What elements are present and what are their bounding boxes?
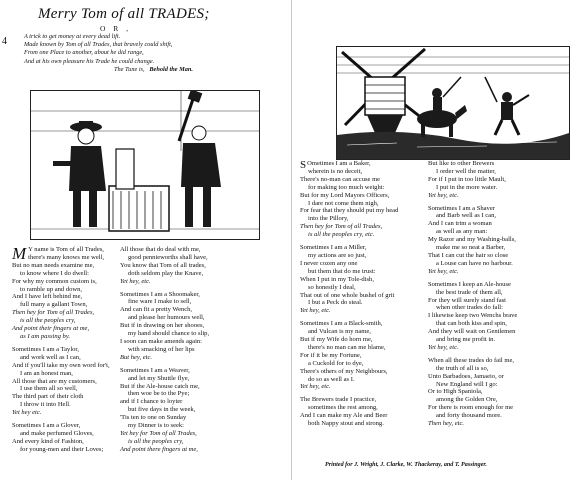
verse-line: That I can cut the hair so close	[428, 251, 509, 259]
verse-line: make me so neat a Barber,	[436, 244, 506, 252]
verse-line: Sometimes I am a Miller,	[300, 244, 367, 252]
verse-line: a Cuckold for to dye,	[308, 359, 364, 367]
verse-line: doth seldom play the Knave,	[128, 269, 204, 277]
woodcut-tradesmen-image	[31, 91, 259, 239]
verse-line: And they will wait on Gentlemen	[428, 328, 516, 336]
verse-line: Yet hey, etc.	[428, 267, 459, 275]
verse-line: I never cozen any one	[300, 259, 358, 267]
verse-line: But like to other Brewers	[428, 160, 495, 167]
verse-line: For if I put in too little Mault,	[428, 175, 506, 183]
verse-line: and Barb well as I can,	[436, 212, 496, 220]
verse-line: And point their fingers at me,	[12, 325, 90, 333]
verse-line: so honestly I deal,	[308, 283, 356, 291]
verse-line: as I am passing by.	[20, 332, 71, 340]
stanza	[12, 246, 124, 341]
verse-line: and forty thousand more.	[436, 412, 502, 420]
verse-line: And I can make my Ale and Beer	[300, 412, 388, 420]
verse-line: But for my Lord Mayors Officers,	[300, 191, 390, 199]
verse-line: a Louse can have no harbour.	[436, 259, 513, 267]
verse-line: Ometimes I am a Baker,	[307, 160, 371, 167]
subtitle-line: A trick to get money at every dead lift.	[24, 33, 121, 40]
verse-line: and please her humours well,	[128, 314, 205, 322]
verse-line: full many a gallant Town,	[20, 301, 88, 309]
verse-line: there's no man can me blame,	[308, 343, 386, 351]
verse-line: For why my common custom is,	[12, 277, 97, 285]
verse-column-3	[300, 160, 428, 433]
printer-imprint: Printed for J. Wright, J. Clarke, W. Thackeray, and T. Passinger.	[325, 462, 487, 468]
verse-line: Yet hey, etc.	[428, 343, 459, 351]
verse-line: All those that do deal with me,	[120, 246, 201, 253]
verse-line: I but a Peck do steal.	[308, 299, 363, 307]
verse-line: And I can trim a woman	[428, 220, 492, 228]
verse-line: into the Pillory,	[308, 215, 349, 223]
verse-line: and bring me profit in.	[436, 336, 496, 344]
stanza	[12, 422, 124, 454]
verse-line: to ramble up and down,	[20, 285, 83, 293]
woodcut-windmill-image	[337, 47, 569, 159]
verse-line: wherein is no deceit,	[308, 167, 363, 175]
verse-line: my actions are so just,	[308, 251, 367, 259]
stanza	[120, 291, 292, 362]
verse-line: I put in the more water.	[436, 183, 498, 191]
verse-line: I am an honest man,	[20, 369, 73, 377]
verse-line: Sometimes I am a Shaver	[428, 204, 495, 212]
verse-line: All those that are my customers,	[12, 377, 97, 385]
woodcut-tradesmen	[30, 90, 260, 240]
verse-line: and if I chance to loyter	[120, 398, 183, 406]
stanza	[428, 281, 574, 352]
verse-line: with smacking of her lips	[128, 345, 195, 353]
verse-line: Sometimes I am a Black-smith,	[300, 320, 383, 328]
verse-line: Or to High Spaniola,	[428, 388, 483, 396]
verse-line: The Brewers trade I practice,	[300, 396, 377, 404]
verse-line: when other trades do fall:	[436, 304, 503, 312]
verse-line: But no man needs examine me,	[12, 261, 95, 269]
verse-line: When I put in my Tole-dish,	[300, 275, 374, 283]
verse-line: Yet hey, etc.	[300, 307, 331, 315]
verse-line: Sometimes I keep an Ale-house	[428, 280, 511, 288]
verse-line: And point there fingers at me,	[120, 445, 198, 453]
verse-line: Y name is Tom of all Trades,	[28, 246, 104, 253]
verse-line: to know where I do dwell:	[20, 269, 89, 277]
stanza	[120, 246, 292, 286]
verse-line: But if in drawing on her shooes,	[120, 322, 205, 330]
verse-line: I use them all so well,	[20, 385, 78, 393]
verse-line: but five days in the week,	[128, 406, 196, 414]
verse-line: But hey, etc.	[120, 353, 152, 361]
title-or: O R ,	[100, 24, 132, 33]
verse-line: There's others of my Neighbours,	[300, 367, 388, 375]
verse-line: my hand should chance to slip,	[128, 330, 210, 338]
verse-line: that can both kiss and spin,	[436, 320, 507, 328]
verse-line: For if it be my Fortune,	[300, 351, 362, 359]
verse-line: both Nappy stout and strong.	[308, 420, 384, 428]
verse-line: I dare not come them nigh,	[308, 199, 379, 207]
verse-line: for young-men and their Loves;	[20, 445, 104, 453]
tune-prefix: The Tune is,	[114, 65, 145, 73]
verse-line: I likewise keep two Wenchs brave	[428, 312, 518, 320]
stanza	[300, 160, 428, 239]
drop-cap-s: S	[300, 159, 307, 171]
verse-line: for making too much weight:	[308, 183, 385, 191]
verse-line: as well as any man:	[436, 228, 488, 236]
verse-line: Sometimes I am a Taylor,	[12, 345, 79, 353]
verse-line: And every kind of Fashion,	[12, 437, 84, 445]
stanza	[428, 357, 574, 428]
verse-line: I throw it into Hell.	[20, 401, 71, 409]
verse-line: I order well the matter,	[436, 167, 496, 175]
verse-line: Then hey, etc.	[428, 420, 464, 428]
margin-mark: 4	[2, 36, 7, 47]
verse-line: and work well as I can,	[20, 353, 81, 361]
verse-column-4	[428, 160, 574, 433]
tune-line	[24, 66, 284, 74]
stanza	[300, 396, 428, 428]
woodcut-windmill	[336, 46, 570, 160]
subtitle-line: From one Place to another, about he did range,	[24, 49, 144, 57]
verse-line: For fear that they should put my head	[300, 207, 399, 215]
verse-line: When all these trades do fail me,	[428, 356, 514, 364]
verse-line: my Dinner is to seek:	[128, 422, 185, 430]
verse-line: Unto Barbadoes, Jamaeio, or	[428, 372, 504, 380]
verse-line: do so as well as I.	[308, 375, 355, 383]
verse-line: Yet hey etc.	[12, 409, 42, 417]
stanza	[300, 320, 428, 391]
subtitle	[24, 33, 284, 74]
verse-line: For there is room enough for me	[428, 404, 514, 412]
verse-line: Yet hey, etc.	[300, 383, 331, 391]
verse-line: fine ware I make to sell,	[128, 298, 192, 306]
verse-line: then woe be to the Pye;	[128, 390, 190, 398]
tune-name: Behold the Man.	[149, 65, 193, 73]
verse-line: And if you'll take my own word for't,	[12, 361, 110, 369]
verse-line: The third part of their cloth	[12, 393, 84, 401]
verse-line: There's no-man can accuse me	[300, 175, 381, 183]
verse-line: Sometimes I am a Weaver,	[120, 366, 190, 374]
subtitle-line: Made known by Tom of all Trades, that bravely could shift,	[24, 41, 173, 49]
verse-line: And I have left behind me,	[12, 293, 83, 301]
verse-line: is all the peoples cry, etc.	[308, 231, 375, 239]
verse-line: among the Golden Ore,	[436, 396, 498, 404]
verse-line: My Razor and my Washing-balls,	[428, 236, 516, 244]
verse-line: For they will surely stand fast	[428, 296, 507, 304]
verse-line: Then hey for Tom of all Trades,	[300, 223, 383, 231]
verse-line: is all the peoples cry,	[128, 437, 184, 445]
verse-line: and make perfumed Gloves,	[20, 429, 94, 437]
verse-line: but them that do me trust:	[308, 267, 376, 275]
verse-line: 'Tis ten to one on Sunday	[120, 414, 187, 422]
stanza	[12, 346, 124, 417]
stanza	[428, 205, 574, 276]
verse-line: and Vulcan is my name,	[308, 328, 371, 336]
verse-line: sometimes the rest among,	[308, 404, 378, 412]
verse-line: But if my Wife do horn me,	[300, 336, 373, 344]
stanza	[428, 160, 574, 200]
verse-line: You know that Tom of all trades,	[120, 261, 206, 269]
verse-line: And can fit a pretty Wench,	[120, 306, 193, 314]
verse-line: the truth of all is so,	[436, 364, 489, 372]
subtitle-line: And at his own pleasure his Trade he could change.	[24, 57, 155, 65]
verse-line: But if the Ale-house catch me,	[120, 382, 200, 390]
stanza	[120, 367, 292, 454]
verse-line: That out of one whole bushel of grit	[300, 291, 395, 299]
verse-line: Sometimes I am a Shoomaker,	[120, 290, 200, 298]
verse-line: New England will I go:	[436, 380, 498, 388]
verse-column-2	[120, 246, 292, 459]
verse-column-1	[12, 246, 124, 459]
stanza	[300, 244, 428, 315]
verse-line: the best trade of them all,	[436, 288, 503, 296]
verse-line: Yet hey for Tom of all Trades,	[120, 429, 197, 437]
verse-line: I soon can make amends again:	[120, 337, 202, 345]
verse-line: is all the peoples cry,	[20, 317, 76, 325]
verse-line: good pennieworths shall have,	[128, 253, 208, 261]
verse-line: Sometimes I am a Glover,	[12, 422, 81, 430]
verse-line: and let my Shuttle flye,	[128, 374, 190, 382]
ballad-title: Merry Tom of all TRADES;	[38, 6, 210, 22]
verse-line: Then hey for Tom of all Trades,	[12, 309, 95, 317]
verse-line: there's many knows me well,	[28, 253, 105, 261]
drop-cap-m: M	[12, 244, 27, 263]
verse-line: Yet hey, etc.	[120, 277, 151, 285]
verse-line: Yet hey, etc.	[428, 191, 459, 199]
